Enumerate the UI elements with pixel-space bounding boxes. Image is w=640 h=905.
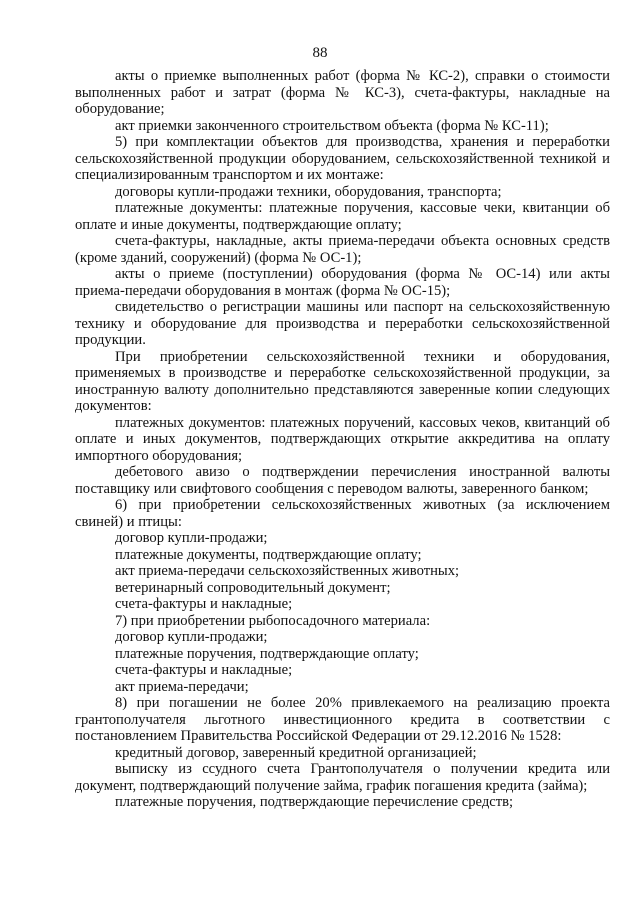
paragraph: 5) при комплектации объектов для производства, хранения и переработки сельскохозяйственной продукции оборудованием, сельскохозяйственной техникой и специализированным транспортом и их монтаже: [75, 134, 610, 183]
paragraph: платежные документы, подтверждающие оплату; [115, 546, 422, 563]
paragraph: договоры купли-продажи техники, оборудования, транспорта; [115, 183, 502, 200]
paragraph: акты о приеме (поступлении) оборудования (форма № ОС-14) или акты приема-передачи оборудования в монтаж (форма № ОС-15); [75, 266, 610, 299]
paragraph: счета-фактуры и накладные; [115, 662, 293, 678]
paragraph: дебетового авизо о подтверждении перечисления иностранной валюты поставщику или свифтового сообщения с переводом валюты, заверенного банком; [75, 464, 610, 497]
document-body [75, 68, 610, 811]
paragraph: акт приема-передачи сельскохозяйственных животных; [115, 563, 460, 579]
paragraph: 7) при приобретении рыбопосадочного материала: [115, 612, 431, 629]
paragraph: счета-фактуры, накладные, акты приема-передачи объекта основных средств (кроме зданий, сооружений) (форма № ОС-1); [75, 233, 610, 266]
paragraph: акт приема-передачи; [115, 678, 249, 695]
paragraph: свидетельство о регистрации машины или паспорт на сельскохозяйственную технику и оборудование для производства и переработки сельскохозяйственной продукции. [75, 299, 610, 348]
paragraph: выписку из ссудного счета Грантополучателя о получении кредита или документ, подтверждающий получение займа, график погашения кредита (займа); [75, 761, 610, 794]
paragraph: ветеринарный сопроводительный документ; [115, 579, 391, 596]
paragraph: платежные поручения, подтверждающие оплату; [115, 645, 419, 662]
paragraph: платежные поручения, подтверждающие перечисление средств; [115, 794, 514, 810]
page-number: 88 [312, 45, 328, 61]
paragraph: 6) при приобретении сельскохозяйственных животных (за исключением свиней) и птицы: [75, 497, 610, 530]
paragraph: При приобретении сельскохозяйственной техники и оборудования, применяемых в производстве и переработке сельскохозяйственной продукции, за иностранную валюту дополнительно представляются заверенные копии следующих документов: [75, 348, 610, 414]
paragraph: кредитный договор, заверенный кредитной организацией; [115, 744, 477, 761]
paragraph: платежных документов: платежных поручений, кассовых чеков, квитанций об оплате и иных документов, подтверждающих открытие аккредитива на оплату импортного оборудования; [75, 414, 610, 464]
paragraph: платежные документы: платежные поручения, кассовые чеки, квитанции об оплате и иные документы, подтверждающие оплату; [75, 200, 610, 233]
paragraph: договор купли-продажи; [115, 629, 268, 645]
paragraph: счета-фактуры и накладные; [115, 596, 293, 612]
paragraph: акты о приемке выполненных работ (форма № КС-2), справки о стоимости выполненных работ и затрат (форма № КС-3), счета-фактуры, накладные на оборудование; [75, 68, 610, 117]
paragraph: 8) при погашении не более 20% привлекаемого на реализацию проекта грантополучателя льготного инвестиционного кредита в соответствии с постановлением Правительства Российской Федерации от 29.12.2016 № 1528: [75, 695, 610, 744]
paragraph: акт приемки законченного строительством объекта (форма № КС-11); [115, 117, 549, 134]
paragraph: договор купли-продажи; [115, 530, 268, 546]
